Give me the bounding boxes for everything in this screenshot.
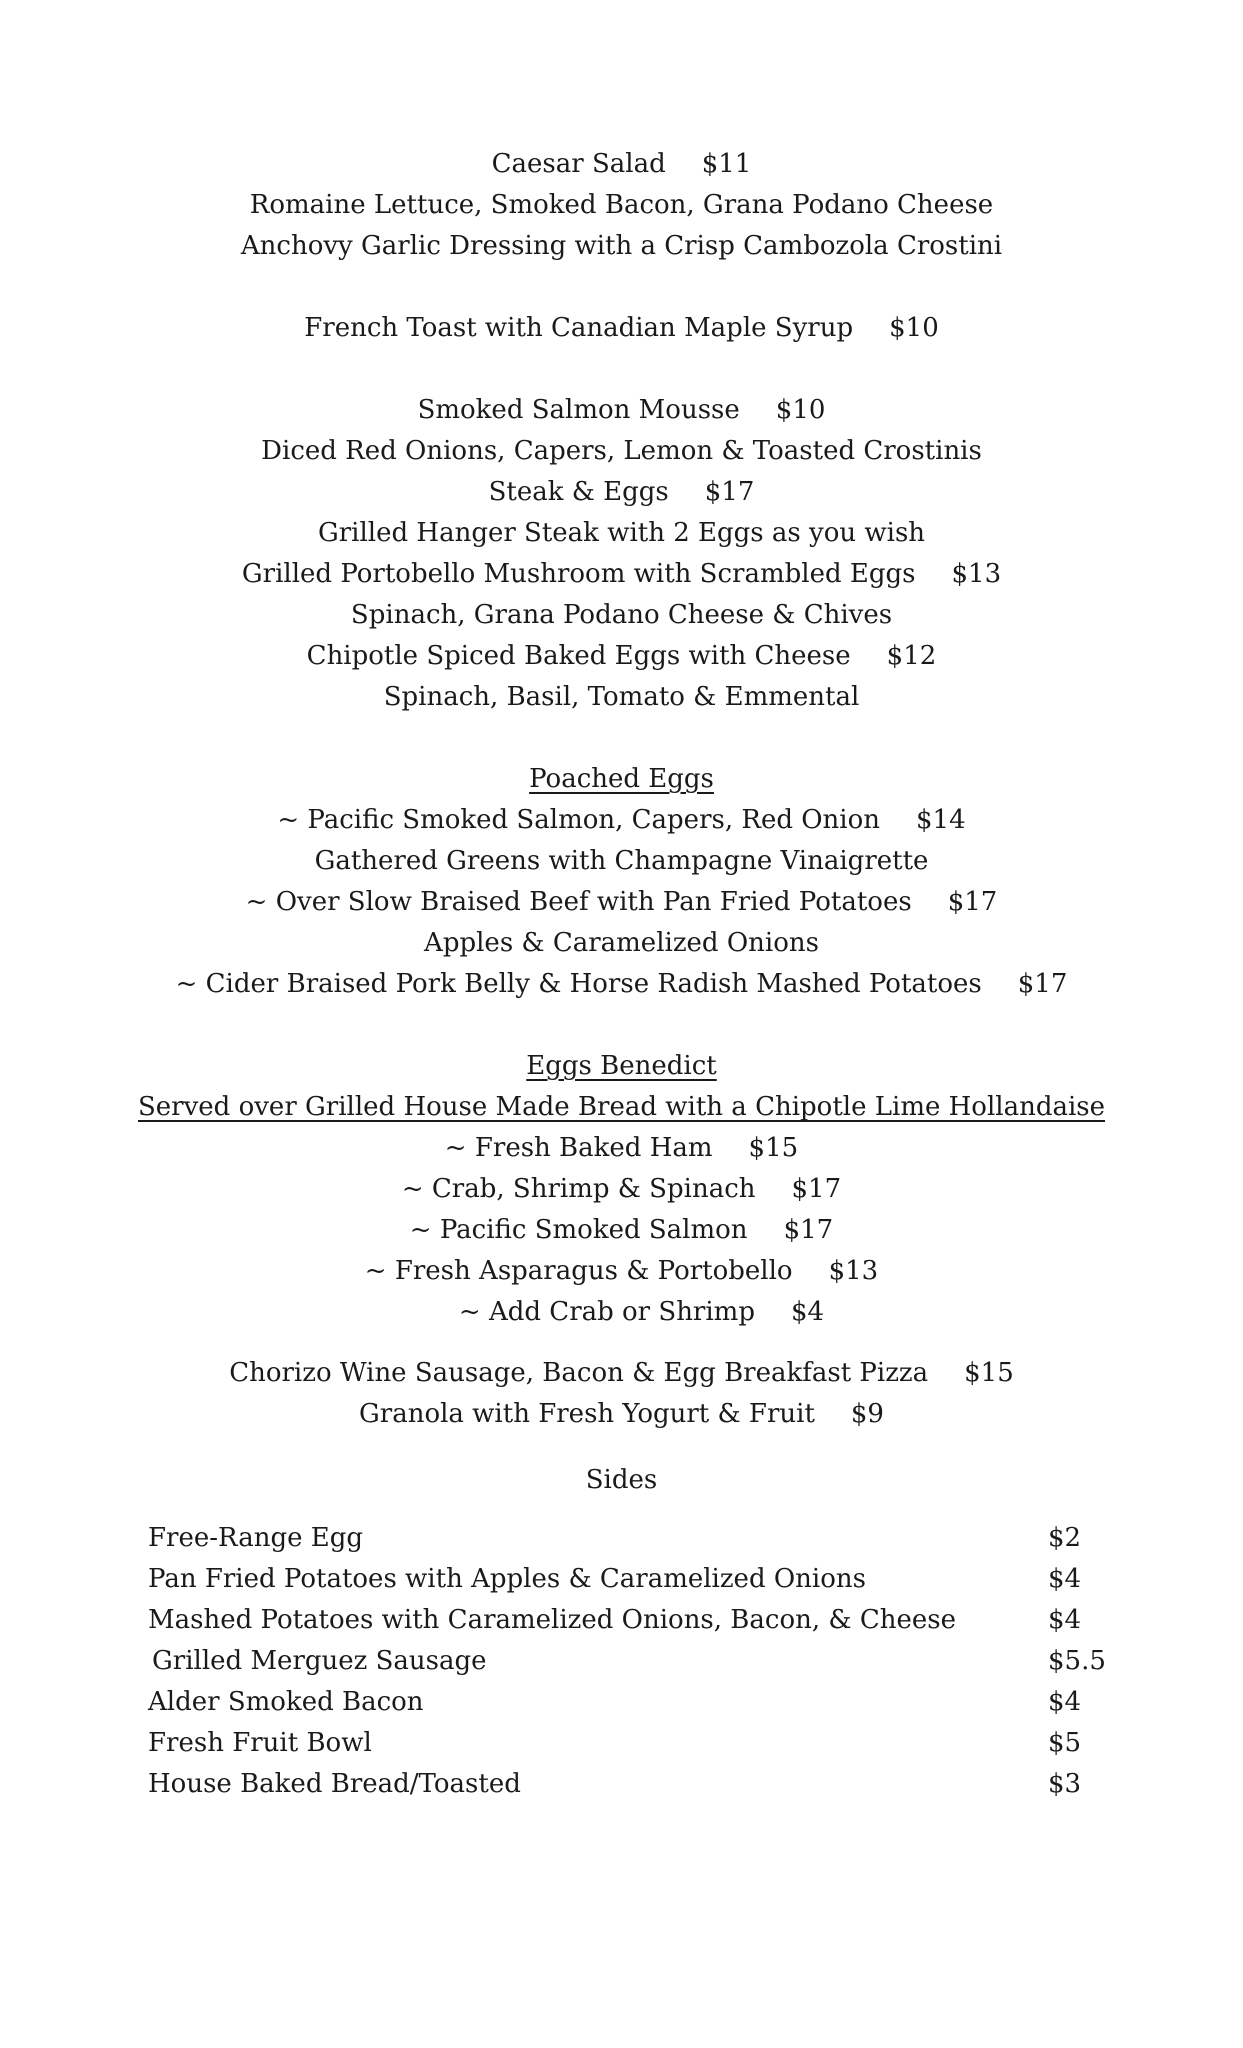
side-item: [148, 1723, 1108, 1764]
side-price: $3: [1048, 1769, 1082, 1799]
side-price: $4: [1048, 1687, 1082, 1717]
item-description: Grilled Hanger Steak with 2 Eggs as you wish: [317, 518, 926, 548]
menu-item-benedict-crab: [0, 1169, 1243, 1209]
item-price: $4: [790, 1297, 825, 1327]
item-description: Anchovy Garlic Dressing with a Crisp Cambozola Crostini: [240, 231, 1003, 261]
item-price: $10: [775, 395, 826, 425]
item-price: $11: [701, 149, 752, 179]
item-name: ~ Pacific Smoked Salmon, Capers, Red Onion: [277, 805, 881, 835]
side-price: $5.5: [1048, 1646, 1106, 1676]
item-name: Steak & Eggs: [488, 477, 669, 507]
menu-item-poached-beef: [0, 882, 1243, 922]
item-name: ~ Fresh Baked Ham: [444, 1133, 713, 1163]
side-name: Alder Smoked Bacon: [148, 1687, 424, 1717]
item-name: Chipotle Spiced Baked Eggs with Cheese: [306, 641, 851, 671]
menu-item-benedict-add-on: [0, 1292, 1243, 1332]
menu-item-benedict-ham: [0, 1128, 1243, 1168]
item-price: $15: [748, 1133, 799, 1163]
item-price: $10: [889, 313, 939, 343]
side-item: [148, 1764, 1108, 1805]
item-description: Apples & Caramelized Onions: [424, 928, 819, 958]
item-description: Spinach, Grana Podano Cheese & Chives: [350, 600, 893, 630]
menu-item-poached-salmon: [0, 800, 1243, 840]
item-name: ~ Cider Braised Pork Belly & Horse Radish Mashed Potatoes: [175, 969, 982, 999]
side-item: [148, 1518, 1108, 1559]
menu-item-chipotle-eggs: [0, 636, 1243, 676]
side-name: Mashed Potatoes with Caramelized Onions, Bacon, & Cheese: [148, 1605, 956, 1635]
menu-item-steak-eggs: [0, 472, 1243, 512]
menu-item-caesar-salad: [0, 144, 1243, 184]
item-price: $13: [951, 559, 1002, 589]
item-price: $17: [704, 477, 755, 507]
item-name: Smoked Salmon Mousse: [417, 395, 740, 425]
side-item: [148, 1559, 1108, 1600]
item-description: Spinach, Basil, Tomato & Emmental: [383, 682, 860, 712]
item-name: French Toast with Canadian Maple Syrup: [304, 313, 854, 343]
menu-item-poached-pork-belly: [0, 964, 1243, 1004]
side-price: $4: [1048, 1605, 1082, 1635]
item-price: $17: [947, 887, 998, 917]
menu-item-breakfast-pizza: [0, 1353, 1243, 1393]
section-subheading-benedict: Served over Grilled House Made Bread with a Chipotle Lime Hollandaise: [137, 1092, 1106, 1122]
item-price: $17: [1017, 969, 1068, 999]
item-price: $13: [828, 1256, 879, 1286]
section-heading-poached-eggs: Poached Eggs: [529, 764, 714, 794]
item-price: $12: [886, 641, 937, 671]
side-item: [148, 1600, 1108, 1641]
side-price: $5: [1048, 1728, 1082, 1758]
item-price: $15: [964, 1358, 1014, 1388]
item-price: $14: [916, 805, 966, 835]
item-description: Romaine Lettuce, Smoked Bacon, Grana Podano Cheese: [249, 190, 994, 220]
menu-item-french-toast: [0, 308, 1243, 348]
side-price: $4: [1048, 1564, 1082, 1594]
item-name: Granola with Fresh Yogurt & Fruit: [359, 1399, 815, 1429]
item-description: Diced Red Onions, Capers, Lemon & Toasted Crostinis: [261, 436, 982, 466]
side-name: Grilled Merguez Sausage: [152, 1646, 487, 1676]
menu-item-benedict-asparagus: [0, 1251, 1243, 1291]
menu-item-benedict-salmon: [0, 1210, 1243, 1250]
item-description: Gathered Greens with Champagne Vinaigrette: [314, 846, 929, 876]
item-name: ~ Over Slow Braised Beef with Pan Fried Potatoes: [245, 887, 912, 917]
section-heading-sides: Sides: [585, 1465, 658, 1495]
menu-item-granola: [0, 1394, 1243, 1434]
side-item: [148, 1682, 1108, 1723]
side-name: Fresh Fruit Bowl: [148, 1728, 372, 1758]
menu-item-smoked-salmon-mousse: [0, 390, 1243, 430]
item-price: $9: [850, 1399, 884, 1429]
item-name: ~ Pacific Smoked Salmon: [409, 1215, 748, 1245]
item-name: Chorizo Wine Sausage, Bacon & Egg Breakfast Pizza: [229, 1358, 929, 1388]
section-heading-eggs-benedict: Eggs Benedict: [526, 1051, 717, 1081]
item-name: Caesar Salad: [491, 149, 666, 179]
item-price: $17: [791, 1174, 842, 1204]
menu-item-portobello: [0, 554, 1243, 594]
item-name: Grilled Portobello Mushroom with Scrambled Eggs: [241, 559, 916, 589]
sides-list: [148, 1518, 1108, 1805]
item-price: $17: [783, 1215, 834, 1245]
side-item: [148, 1641, 1108, 1682]
side-name: House Baked Bread/Toasted: [148, 1769, 521, 1799]
item-name: ~ Add Crab or Shrimp: [458, 1297, 755, 1327]
item-name: ~ Crab, Shrimp & Spinach: [401, 1174, 756, 1204]
side-name: Free-Range Egg: [148, 1523, 364, 1553]
side-price: $2: [1048, 1523, 1082, 1553]
side-name: Pan Fried Potatoes with Apples & Caramelized Onions: [148, 1564, 866, 1594]
item-name: ~ Fresh Asparagus & Portobello: [364, 1256, 793, 1286]
